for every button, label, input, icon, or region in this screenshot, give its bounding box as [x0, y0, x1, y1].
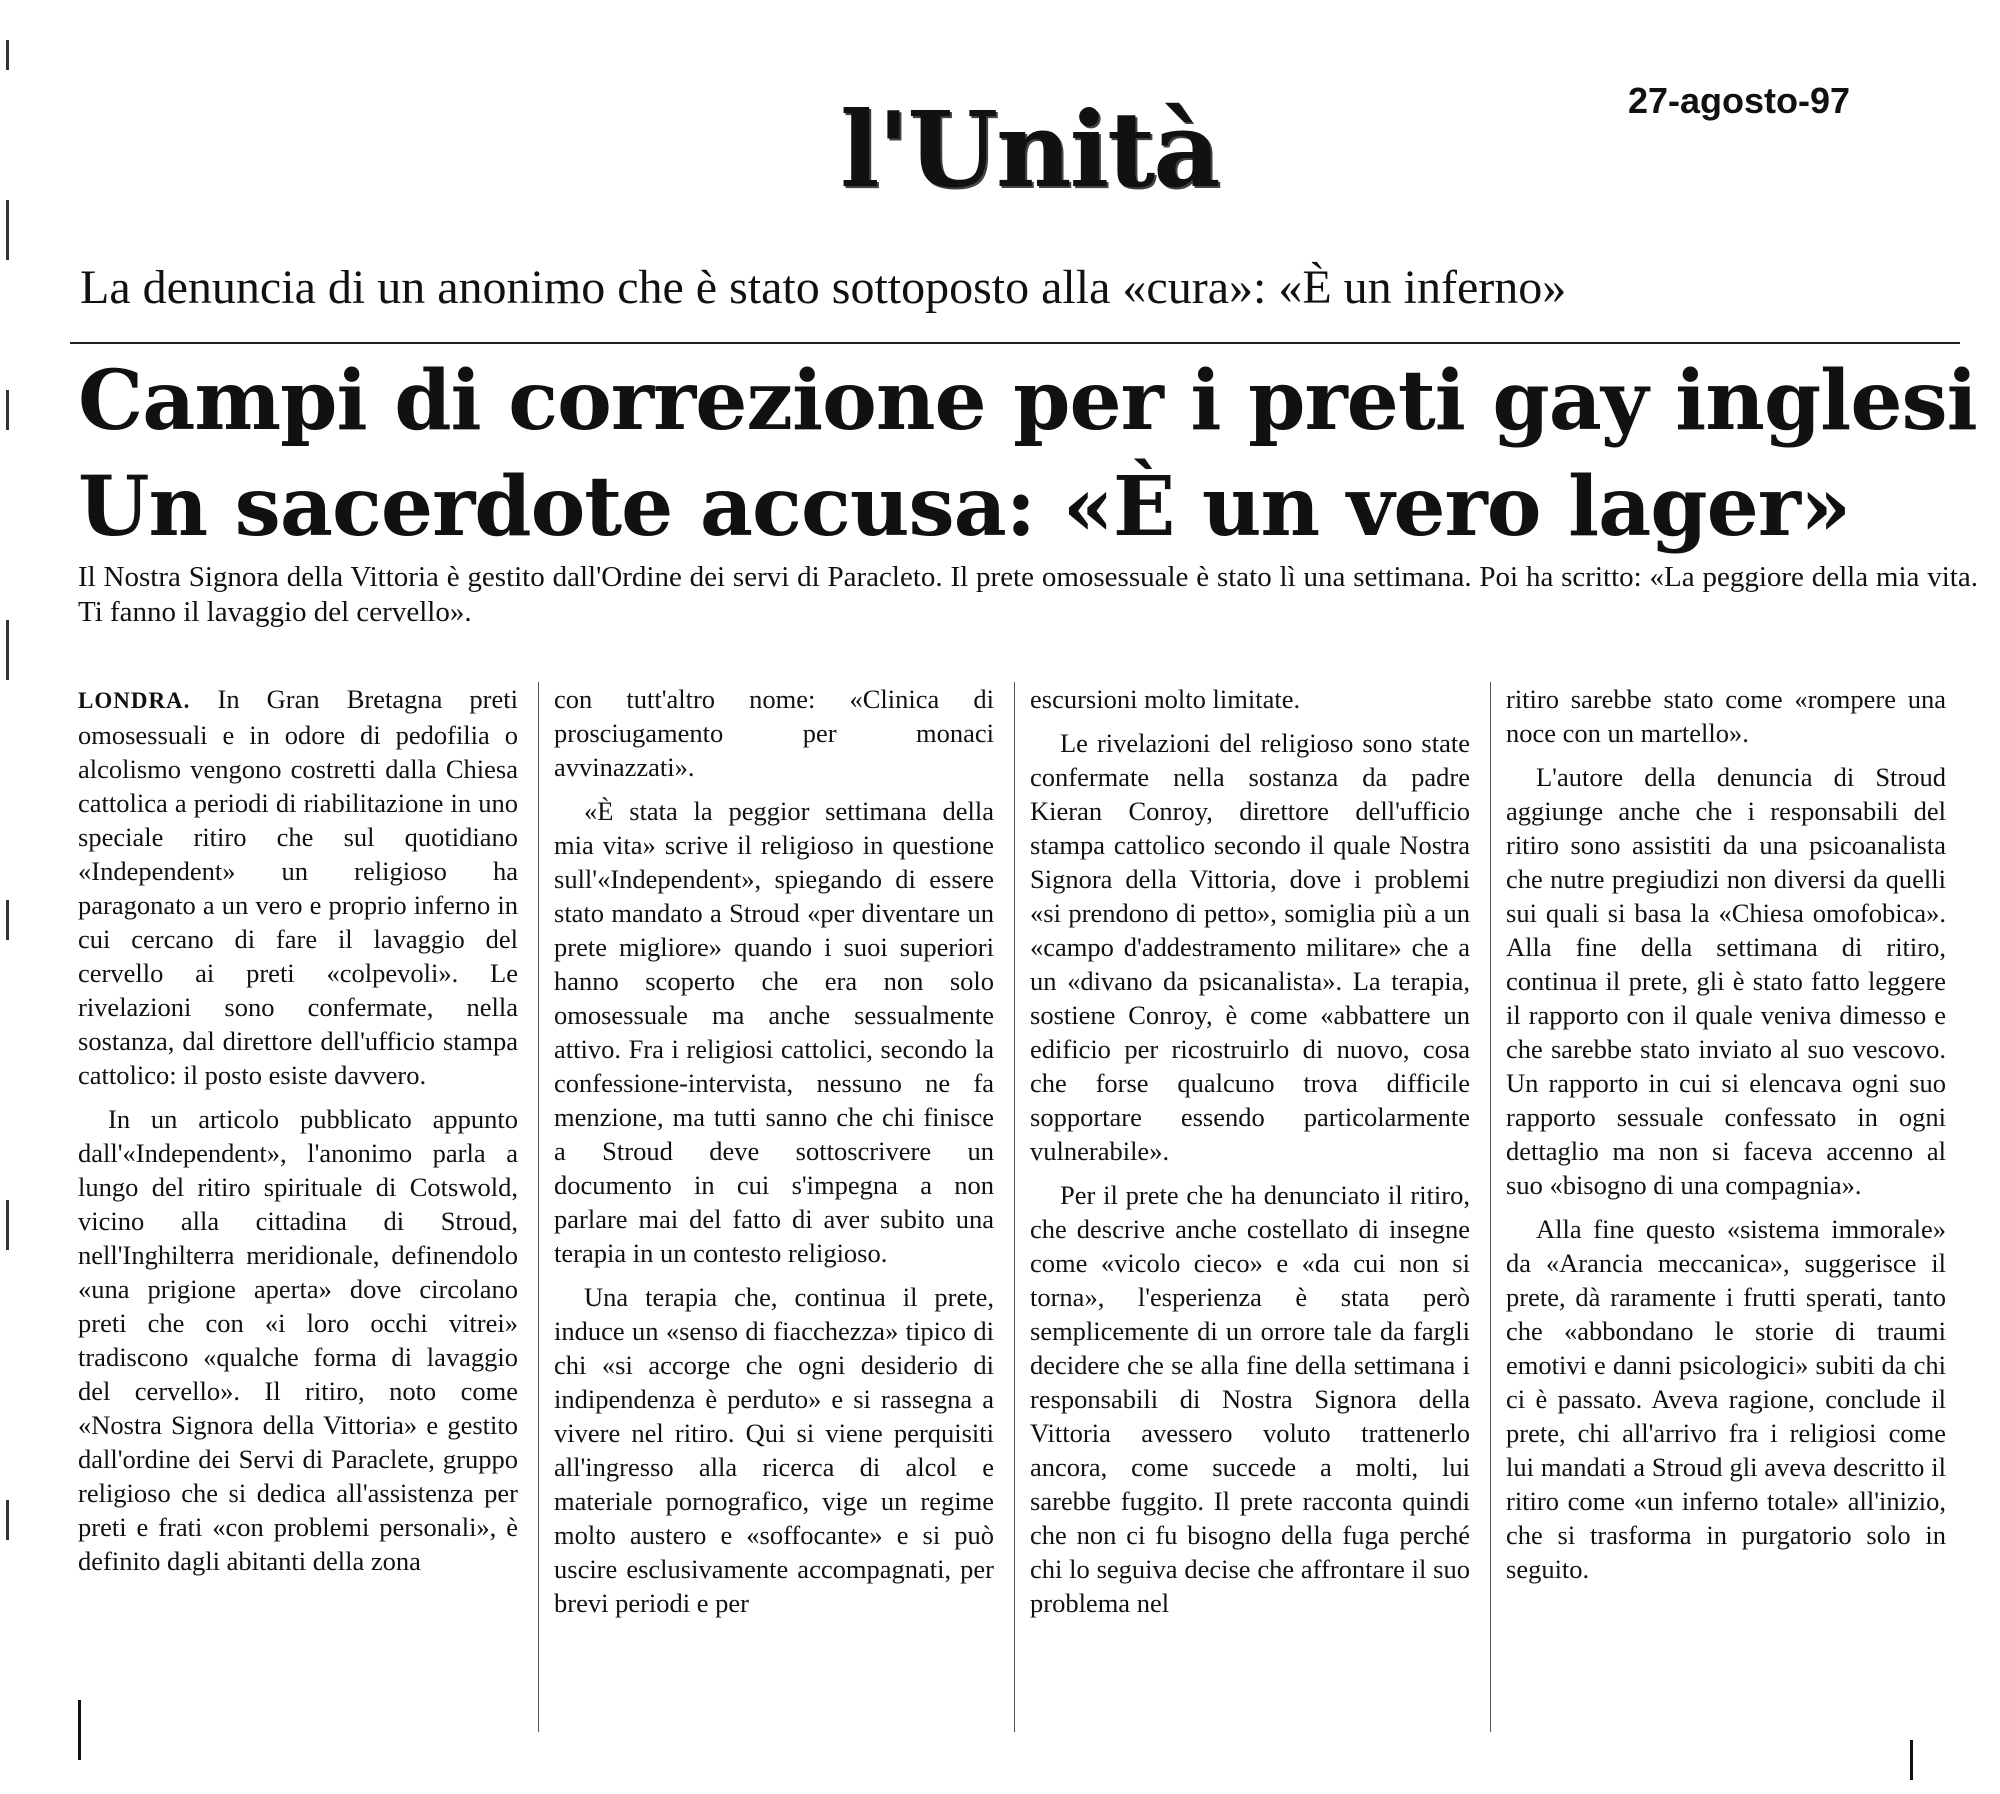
article-column-4	[1506, 682, 1946, 1596]
paragraph: Le rivelazioni del religioso sono state confermate nella sostanza da padre Kieran Conroy, direttore dell'ufficio stampa cattolico secondo il quale Nostra Signora della Vittoria, dove i problemi «si prendono di petto», somiglia più a un «campo d'addestramento militare» che a un «divano da psicanalista». La terapia, sostiene Conroy, è come «abbattere un edificio per ricostruirlo di nuovo, cosa che forse qualcuno trova difficile sopportare essendo particolarmente vulnerabile».	[1030, 728, 1470, 1166]
paragraph: Una terapia che, continua il prete, induce un «senso di fiacchezza» tipico di chi «si accorge che ogni desiderio di indipendenza è perduto» e si rassegna a vivere nel ritiro. Qui si viene perquisiti all'ingresso alla ricerca di alcol e materiale pornografico, vige un regime molto austero e «soffocante» e si può uscire esclusivamente accompagnati, per brevi periodi e per	[554, 1282, 994, 1618]
scan-edge-mark	[6, 390, 9, 430]
main-headline-line-1: Campi di correzione per i preti gay inglesi	[78, 353, 1977, 449]
scan-edge-mark	[6, 900, 9, 940]
scan-edge-mark	[6, 1200, 9, 1250]
scan-edge-mark	[78, 1700, 81, 1760]
article-body	[70, 682, 1960, 1742]
paragraph	[78, 682, 518, 1092]
newspaper-masthead: l'Unità	[840, 88, 1219, 211]
clipping-date: 27-agosto-97	[1628, 80, 1851, 121]
paragraph: ritiro sarebbe stato come «rompere una noce con un martello».	[1506, 684, 1946, 748]
paragraph: Alla fine questo «sistema immorale» da «Arancia meccanica», suggerisce il prete, dà raramente i frutti sperati, tanto che «abbondano le storie di traumi emotivi e danni psicologici» subiti da chi ci è passato. Aveva ragione, conclude il prete, chi all'arrivo fra i religiosi come lui mandati a Stroud gli aveva descritto il ritiro come «un inferno totale» all'inizio, che si trasforma in purgatorio solo in seguito.	[1506, 1214, 1946, 1584]
column-divider	[1490, 682, 1491, 1732]
article-column-3	[1030, 682, 1470, 1630]
scan-edge-mark	[6, 620, 9, 680]
article-column-2	[554, 682, 994, 1630]
paragraph: con tutt'altro nome: «Clinica di prosciugamento per monaci avvinazzati».	[554, 684, 994, 782]
dateline: LONDRA.	[78, 688, 191, 713]
scan-edge-mark	[6, 1500, 9, 1540]
paragraph: In un articolo pubblicato appunto dall'«Independent», l'anonimo parla a lungo del ritiro spirituale di Cotswold, vicino alla cittadina di Stroud, nell'Inghilterra meridionale, definendolo «una prigione aperta» dove circolano preti che con «i loro occhi vitrei» tradiscono «qualche forma di lavaggio del cervello». Il ritiro, noto come «Nostra Signora della Vittoria» e gestito dall'ordine dei Servi di Paraclete, gruppo religioso che si dedica all'assistenza per preti e frati «con problemi personali», è definito dagli abitanti della zona	[78, 1104, 518, 1576]
paragraph: «È stata la peggior settimana della mia vita» scrive il religioso in questione sull'«Independent», spiegando di essere stato mandato a Stroud «per diventare un prete migliore» quando i suoi superiori hanno scoperto che era non solo omosessuale ma anche sessualmente attivo. Fra i religiosi cattolici, secondo la confessione-intervista, nessuno ne fa menzione, ma tutti sanno che chi finisce a Stroud deve sottoscrivere un documento in cui s'impegna a non parlare mai del fatto di aver subito una terapia in un contesto religioso.	[554, 796, 994, 1268]
kicker-headline: La denuncia di un anonimo che è stato sottoposto alla «cura»: «È un inferno»	[80, 261, 1567, 314]
paragraph-text: In Gran Bretagna preti omosessuali e in odore di pedofilia o alcolismo vengono costretti dalla Chiesa cattolica a periodi di riabilitazione in uno speciale ritiro che sul quotidiano «Independent» un religioso ha paragonato a un vero e proprio inferno in cui cercano di fare il lavaggio del cervello ai preti «colpevoli». Le rivelazioni sono confermate, nella sostanza, dal direttore dell'ufficio stampa cattolico: il posto esiste davvero.	[78, 684, 518, 1090]
article-deck: Il Nostra Signora della Vittoria è gestito dall'Ordine dei servi di Paracleto. Il prete omosessuale è stato lì una settimana. Poi ha scritto: «La peggiore della mia vita. Ti fanno il lavaggio del cervello».	[78, 561, 1978, 628]
article-column-1	[78, 682, 518, 1588]
column-divider	[1014, 682, 1015, 1732]
main-headline-line-2: Un sacerdote accusa: «È un vero lager»	[78, 459, 1851, 555]
scan-edge-mark	[6, 200, 9, 260]
scan-edge-mark	[1910, 1740, 1913, 1780]
header-rule	[70, 342, 1960, 344]
scan-edge-mark	[6, 40, 9, 70]
paragraph: escursioni molto limitate.	[1030, 684, 1301, 714]
column-divider	[538, 682, 539, 1732]
paragraph: L'autore della denuncia di Stroud aggiunge anche che i responsabili del ritiro sono assistiti da una psicoanalista che nutre pregiudizi non diversi da quelli sui quali si basa la «Chiesa omofobica». Alla fine della settimana di ritiro, continua il prete, gli è stato fatto leggere il rapporto con il quale veniva dimesso e che sarebbe stato inviato al suo vescovo. Un rapporto in cui si elencava ogni suo rapporto sessuale confessato in ogni dettaglio ma non si faceva accenno al suo «bisogno di una compagnia».	[1506, 762, 1946, 1200]
paragraph: Per il prete che ha denunciato il ritiro, che descrive anche costellato di insegne come «vicolo cieco» e «da cui non si torna», l'esperienza è stata però semplicemente di un orrore tale da fargli decidere che se alla fine della settimana i responsabili di Nostra Signora della Vittoria avessero voluto trattenerlo ancora, come succede a molti, lui sarebbe fuggito. Il prete racconta quindi che non ci fu bisogno della fuga perché chi lo seguiva decise che affrontare il suo problema nel	[1030, 1180, 1470, 1618]
